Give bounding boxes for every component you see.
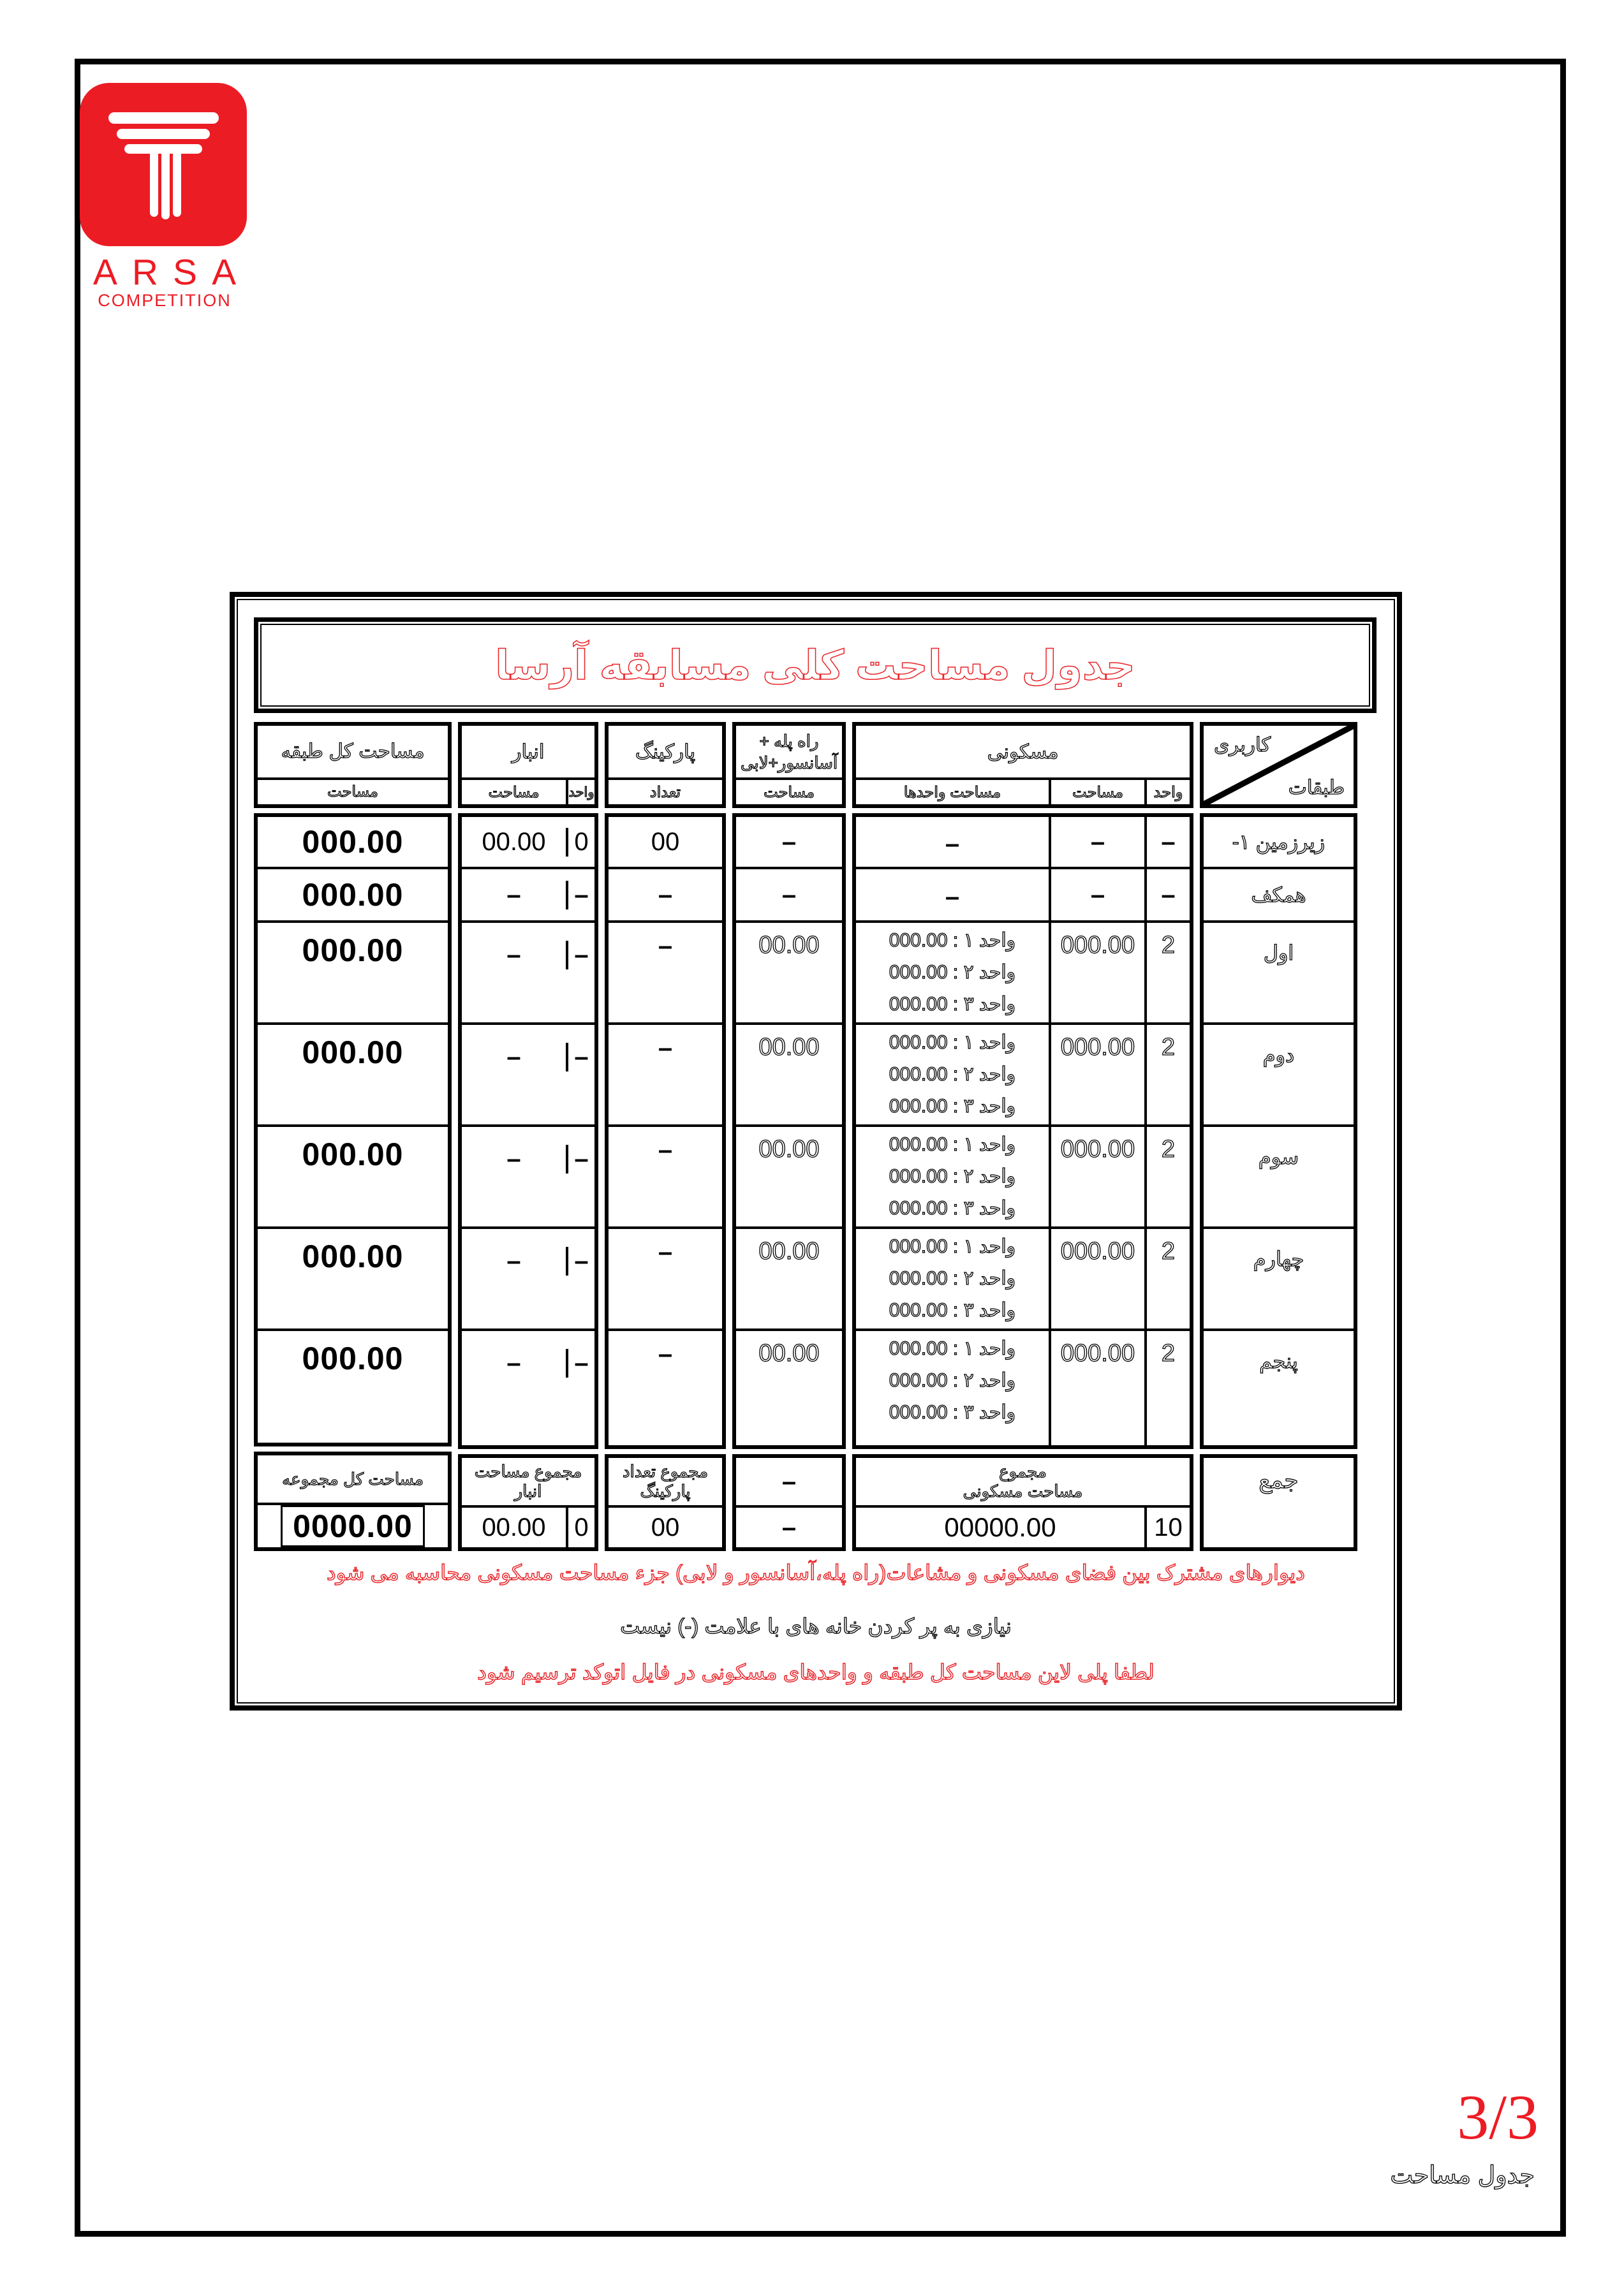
header-label: انبار [512,740,545,763]
storage-total-header-line2: انبار [514,1482,542,1501]
cell-parking: 00 [651,827,680,856]
cell-storage-area: – [506,1349,521,1377]
cell-storage-area: 00.00 [482,827,546,856]
col-total-floor-area [254,722,452,1551]
cell-parking: – [658,880,673,909]
parking-total-header [609,1458,722,1508]
unit-detail-line: واحد ۱ : 000.00 [889,1032,1016,1053]
cell-stairs: 00.00 [758,1034,820,1061]
residential-total-units: 10 [1154,1513,1183,1542]
row-label: زیرزمین ۱- [1232,830,1325,853]
area-table-grid [254,722,1357,1551]
row-label: همکف [1251,883,1306,906]
parking-total-header-line1: مجموع تعداد [622,1462,709,1481]
header-label: پارکینگ [635,740,696,763]
subheader-unit: واحد [566,780,594,804]
cell-total: 000.00 [302,823,404,860]
cell-res-unit: – [1161,880,1176,909]
cell-res-unit: 2 [1161,1034,1176,1061]
table-title-box [254,617,1377,713]
grand-total-label: جمع [1259,1467,1299,1493]
cell-res-unit: 2 [1161,1340,1176,1367]
header-stairs-line1: راه پله + [759,731,819,751]
cell-stairs: 00.00 [758,1238,820,1265]
unit-detail-line: واحد ۱ : 000.00 [889,1134,1016,1155]
stairs-total-header: – [781,1467,797,1496]
header-parking [605,722,726,808]
header-label: مسکونی [987,740,1059,763]
data-residential [852,813,1193,1449]
cell-res-area: 000.00 [1060,932,1135,959]
cell-storage-unit: – [574,1043,589,1071]
cell-stairs: 00.00 [758,1340,820,1367]
unit-detail-line: واحد ۳ : 000.00 [889,994,1016,1015]
total-stairs [732,1454,846,1551]
cell-total: 000.00 [302,1136,404,1172]
total-grand [254,1452,452,1551]
corner-usage-label: کاربری [1214,733,1271,756]
residential-total-header-line2: مساحت مسکونی [963,1482,1083,1501]
cell-storage-area: – [506,880,521,909]
unit-detail-line: واحد ۱ : 000.00 [889,930,1016,951]
storage-total-area: 00.00 [482,1513,546,1542]
cell-storage-unit: – [574,1247,589,1275]
data-storage [458,813,598,1449]
header-stairs-line2: آسانسور+لابی [740,753,838,772]
data-stairs [732,813,846,1449]
area-table-frame [230,592,1402,1711]
header-residential [852,722,1193,808]
row-label: چهارم [1253,1247,1304,1270]
subheader-area: مساحت [764,783,815,801]
cell-res-area: 000.00 [1060,1034,1135,1061]
cell-units-detail: – [945,829,960,858]
brand-subtitle: COMPETITION [98,291,232,310]
cell-total: 000.00 [302,1340,404,1376]
cell-parking: – [658,932,673,960]
col-residential [852,722,1193,1551]
header-label: مساحت کل طبقه [281,740,425,763]
col-storage [458,722,598,1551]
cell-res-area: 000.00 [1060,1136,1135,1163]
residential-total-area: 00000.00 [944,1512,1056,1542]
cell-total: 000.00 [302,1034,404,1070]
cell-storage-area: – [506,941,521,969]
unit-detail-line: واحد ۱ : 000.00 [889,1338,1016,1359]
note-line-2: نیازی به پر کردن خانه های با علامت (-) نیست [620,1614,1012,1638]
subheader-area: مساحت [488,783,540,801]
header-usage-floors [1200,722,1357,808]
unit-detail-line: واحد ۱ : 000.00 [889,1236,1016,1257]
parking-total-header-line2: پارکینگ [640,1482,691,1501]
unit-detail-line: واحد ۲ : 000.00 [889,1064,1016,1085]
grand-total-value: 0000.00 [281,1505,425,1547]
unit-detail-line: واحد ۲ : 000.00 [889,1268,1016,1289]
total-parking [605,1454,726,1551]
unit-detail-line: واحد ۳ : 000.00 [889,1300,1016,1321]
unit-detail-line: واحد ۲ : 000.00 [889,1370,1016,1391]
cell-stairs: – [781,827,797,856]
cell-parking: – [658,1340,673,1368]
cell-units-detail: – [945,882,960,911]
data-total-floor-area [254,813,452,1446]
parking-total-value: 00 [651,1513,680,1542]
cell-storage-area: – [506,1145,521,1173]
unit-detail-line: واحد ۳ : 000.00 [889,1402,1016,1423]
cell-res-area: – [1090,827,1105,856]
cell-total: 000.00 [302,1238,404,1274]
cell-storage-unit: – [574,941,589,969]
note-line-1: دیوارهای مشترک بین فضای مسکونی و مشاعات(راه پله،آسانسور و لابی) جزء مساحت مسکونی محاسبه می شود [326,1561,1306,1584]
storage-total-unit: 0 [574,1513,589,1542]
cell-storage-area: – [506,1247,521,1275]
data-floor-labels [1200,813,1357,1449]
row-label: دوم [1262,1043,1295,1066]
unit-detail-line: واحد ۳ : 000.00 [889,1096,1016,1117]
note-line-3: لطفا پلی لاین مساحت کل طبقه و واحدهای مسکونی در فایل اتوکد ترسیم شود [477,1660,1155,1684]
stairs-total-value: – [781,1513,797,1542]
subheader-area: مساحت [327,783,378,801]
brand-name: ARSA [92,252,251,293]
header-total-floor-area [254,722,452,808]
cell-storage-unit: – [574,1145,589,1173]
cell-stairs: 00.00 [758,1136,820,1163]
header-label [736,726,842,777]
col-stairs-elevator-lobby [732,722,846,1551]
sheet-title: جدول مساحت [1390,2162,1535,2189]
storage-total-header [462,1458,594,1508]
cell-res-unit: – [1161,827,1176,856]
row-label: پنجم [1259,1350,1298,1372]
corner-cell [1204,726,1354,804]
unit-detail-line: واحد ۲ : 000.00 [889,962,1016,983]
cell-res-area: – [1090,880,1105,909]
subheader-units-area: مساحت واحدها [903,783,1001,801]
grand-total-header: مساحت کل مجموعه [258,1455,448,1505]
cell-parking: – [658,1136,673,1164]
total-label-box [1200,1454,1357,1551]
col-parking [605,722,726,1551]
cell-storage-area: – [506,1043,521,1071]
storage-total-header-line1: مجموع مساحت [474,1462,582,1481]
cell-parking: – [658,1034,673,1062]
cell-storage-unit: – [574,880,589,909]
total-storage [458,1454,598,1551]
residential-total-header [856,1458,1190,1508]
cell-res-unit: 2 [1161,1238,1176,1265]
col-usage-floors [1200,722,1357,1551]
unit-detail-line: واحد ۳ : 000.00 [889,1198,1016,1219]
cell-total: 000.00 [302,876,404,913]
cell-res-unit: 2 [1161,1136,1176,1163]
page-number: 3/3 [1457,2082,1539,2152]
header-stairs [732,722,846,808]
residential-total-header-line1: مجموع [999,1462,1047,1481]
cell-res-area: 000.00 [1060,1238,1135,1265]
cell-total: 000.00 [302,932,404,968]
row-label: اول [1263,941,1294,964]
corner-floors-label: طبقات [1288,776,1345,798]
data-parking [605,813,726,1449]
cell-storage-unit: – [574,1349,589,1377]
subheader-count: تعداد [649,783,681,801]
header-storage [458,722,598,808]
cell-parking: – [658,1238,673,1266]
cell-stairs: 00.00 [758,932,820,959]
subheader-area: مساحت [1049,780,1144,804]
table-title: جدول مساحت کلی مسابقه آرسا [495,642,1135,688]
cell-res-unit: 2 [1161,932,1176,959]
column-capital-icon [80,83,247,246]
subheader-unit: واحد [1144,780,1190,804]
unit-detail-line: واحد ۲ : 000.00 [889,1166,1016,1187]
cell-res-area: 000.00 [1060,1340,1135,1367]
cell-stairs: – [781,880,797,909]
cell-storage-unit: 0 [574,827,589,856]
row-label: سوم [1258,1145,1299,1168]
arsa-logo [80,83,247,246]
total-residential [852,1454,1193,1551]
